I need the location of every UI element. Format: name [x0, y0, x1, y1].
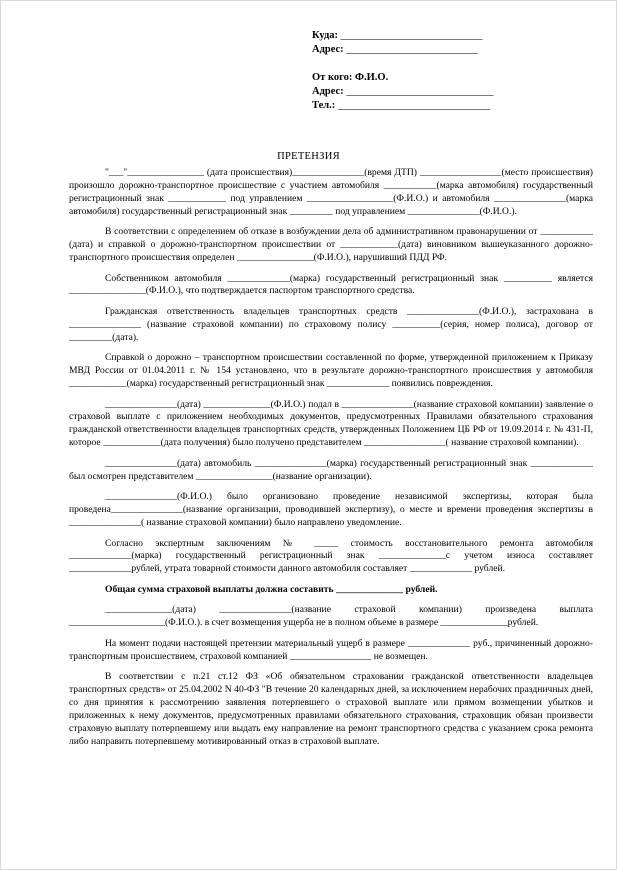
paragraph-inspection: _______________(дата) автомобиль _______________(марка) государственный регистрационный знак _____________ был осмотрен представителем ________________(название организации). [69, 457, 593, 482]
paragraph-owner: Собственником автомобиля _____________(марка) государственный регистрационный знак __________ является ________________(Ф.И.О.), что подтверждается паспортом транспортного средства. [69, 272, 593, 297]
paragraph-report: Справкой о дорожно – транспортном происшествии составленной по форме, утвержденной приложением к Приказу МВД России от 01.04.2011 г. № 154 установлено, что в результате дорожно-транспортного происшествия у автомобиля ____________(марка) государственный регистрационный знак _____________ появились повреждения. [69, 352, 593, 390]
paragraph-determination: В соответствии с определением об отказе в возбуждении дела об административном правонарушении от ___________ (дата) и справкой о дорожно-транспортном происшествии от ____________(дата) виновником вышеуказанного дорожно-транспортного происшествия определен ________________(Ф.И.О.), нарушивший ПДД РФ. [69, 226, 593, 264]
from-label: От кого: Ф.И.О. [312, 72, 389, 83]
from-address-line: ____________________________ [346, 86, 494, 97]
paragraph-damage: На момент подачи настоящей претензии материальный ущерб в размере _____________ руб., причиненный дорожно-транспортным происшествием, страховой компанией _________________ не возмещен. [69, 637, 593, 662]
paragraph-insurance: Гражданская ответственность владельцев транспортных средств _______________(Ф.И.О.), застрахована в _______________ (название страховой компании) по страховому полису __________(серия, номер полиса), договор от _________(дата). [69, 305, 593, 343]
to-address-row [312, 43, 493, 57]
paragraph-valuation: Согласно экспертным заключениям № _____ стоимость восстановительного ремонта автомобиля _____________(марка) государственный регистрационный знак ______________с учетом износа составляет _____________рублей, утрата товарной стоимости данного автомобиля составляет _____________ рублей. [69, 537, 593, 575]
address-block [312, 29, 493, 113]
from-address-label: Адрес: [312, 86, 344, 97]
paragraph-claim: _______________(дата) ______________(Ф.И.О.) подал в _______________(название страховой компании) заявление о страховой выплате с приложением необходимых документов, предусмотренных Правилами обязательного страхования гражданской ответственности владельцев транспортных средств, утвержденных Положением ЦБ РФ от 19.09.2014 г. № 431-П, которое ____________(дата получения) было получено представителем _________________( название страховой компании). [69, 398, 593, 449]
document-body [69, 167, 593, 756]
to-label: Куда: [312, 30, 338, 41]
document-title: ПРЕТЕНЗИЯ [277, 151, 340, 162]
to-address-label: Адрес: [312, 44, 344, 55]
paragraph-accident: "___"________________ (дата происшествия)_______________(время ДТП) _________________(место происшествия) произошло дорожно-транспортное происшествие с участием автомобиля ___________(марка автомобиля) государственный регистрационный знак ____________ под управлением __________________(Ф.И.О.) и автомобиля _______________(марка автомобиля) государственный регистрационный знак _________ под управлением _______________(Ф.И.О.). [69, 167, 593, 217]
paragraph-payment: ______________(дата) _______________(название страховой компании) произведена выплата ____________________(Ф.И.О.). в счет возмещения ущерба не в полном объеме в размере ______________рублей. [69, 604, 593, 629]
phone-label: Тел.: [312, 100, 336, 111]
from-address-row [312, 85, 493, 99]
phone-row [312, 99, 493, 113]
paragraph-law: В соответствии с п.21 ст.12 ФЗ «Об обязательном страховании гражданской ответственности владельцев транспортных средств» от 25.04.2002 N 40-ФЗ "В течение 20 календарных дней, за исключением нерабочих праздничных дней, со дня принятия к рассмотрению заявления потерпевшего о страховой выплате или прямом возмещении убытков и приложенных к нему документов, предусмотренных правилами обязательного страхования, страховщик обязан произвести страховую выплату потерпевшему или выдать ему направление на ремонт транспортного средства с указанием срока ремонта либо направить потерпевшему мотивированный отказ в страховой выплате. [69, 671, 593, 747]
to-row [312, 29, 493, 43]
from-row [312, 71, 493, 85]
paragraph-total: Общая сумма страховой выплаты должна составить ______________ рублей. [105, 583, 438, 595]
phone-line: _____________________________ [337, 100, 491, 111]
paragraph-expertise: _______________(Ф.И.О.) было организовано проведение независимой экспертизы, которая была проведена_______________(название организации, проводившей экспертизу), о месте и времени проведения экспертизы в _______________( название страховой компании) было направлено уведомление. [69, 491, 593, 528]
to-line: ___________________________ [340, 30, 483, 41]
to-address-line: _________________________ [346, 44, 478, 55]
